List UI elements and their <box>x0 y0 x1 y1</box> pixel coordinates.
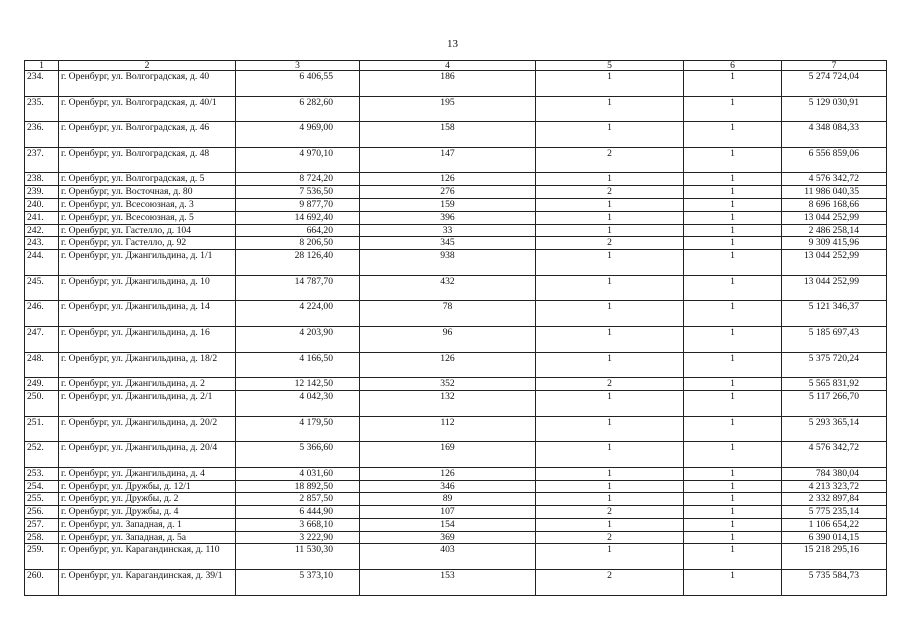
cost-cell: 2 486 258,14 <box>782 224 887 237</box>
table-row <box>25 224 887 237</box>
area-cell: 664,20 <box>236 224 360 237</box>
row-number-cell: 234. <box>25 71 59 97</box>
row-number-cell: 249. <box>25 378 59 391</box>
cost-cell: 8 696 168,66 <box>782 198 887 211</box>
row-number-cell: 236. <box>25 122 59 148</box>
area-cell: 3 222,90 <box>236 531 360 544</box>
column-header: 2 <box>59 61 236 71</box>
cost-cell: 6 390 014,15 <box>782 531 887 544</box>
cost-cell: 15 218 295,16 <box>782 544 887 570</box>
residents-cell: 126 <box>360 467 536 480</box>
cost-cell: 5 293 365,14 <box>782 416 887 442</box>
residents-cell: 112 <box>360 416 536 442</box>
column-5-cell: 1 <box>536 544 684 570</box>
residents-cell: 195 <box>360 96 536 122</box>
column-header: 5 <box>536 61 684 71</box>
residents-cell: 153 <box>360 570 536 596</box>
column-6-cell: 1 <box>684 186 782 199</box>
area-cell: 4 166,50 <box>236 352 360 378</box>
column-6-cell: 1 <box>684 390 782 416</box>
residents-cell: 169 <box>360 442 536 468</box>
column-header: 6 <box>684 61 782 71</box>
table-row <box>25 480 887 493</box>
column-5-cell: 1 <box>536 518 684 531</box>
column-6-cell: 1 <box>684 378 782 391</box>
column-5-cell: 1 <box>536 326 684 352</box>
cost-cell: 4 576 342,72 <box>782 173 887 186</box>
area-cell: 11 530,30 <box>236 544 360 570</box>
row-number-cell: 256. <box>25 506 59 519</box>
column-5-cell: 1 <box>536 480 684 493</box>
area-cell: 12 142,50 <box>236 378 360 391</box>
address-cell: г. Оренбург, ул. Джангильдина, д. 18/2 <box>59 352 236 378</box>
row-number-cell: 250. <box>25 390 59 416</box>
table-row <box>25 237 887 250</box>
cost-cell: 5 735 584,73 <box>782 570 887 596</box>
area-cell: 5 366,60 <box>236 442 360 468</box>
housing-registry-table <box>24 60 887 596</box>
column-6-cell: 1 <box>684 531 782 544</box>
area-cell: 7 536,50 <box>236 186 360 199</box>
residents-cell: 33 <box>360 224 536 237</box>
column-5-cell: 1 <box>536 493 684 506</box>
row-number-cell: 240. <box>25 198 59 211</box>
area-cell: 3 668,10 <box>236 518 360 531</box>
table-row <box>25 544 887 570</box>
residents-cell: 369 <box>360 531 536 544</box>
row-number-cell: 238. <box>25 173 59 186</box>
row-number-cell: 246. <box>25 301 59 327</box>
area-cell: 28 126,40 <box>236 250 360 276</box>
area-cell: 14 787,70 <box>236 275 360 301</box>
cost-cell: 13 044 252,99 <box>782 275 887 301</box>
column-5-cell: 2 <box>536 186 684 199</box>
area-cell: 4 042,30 <box>236 390 360 416</box>
cost-cell: 5 274 724,04 <box>782 71 887 97</box>
area-cell: 4 031,60 <box>236 467 360 480</box>
row-number-cell: 244. <box>25 250 59 276</box>
residents-cell: 147 <box>360 147 536 173</box>
row-number-cell: 247. <box>25 326 59 352</box>
table-row <box>25 250 887 276</box>
residents-cell: 432 <box>360 275 536 301</box>
address-cell: г. Оренбург, ул. Дружбы, д. 2 <box>59 493 236 506</box>
column-5-cell: 1 <box>536 442 684 468</box>
cost-cell: 9 309 415,96 <box>782 237 887 250</box>
residents-cell: 126 <box>360 173 536 186</box>
table-row <box>25 326 887 352</box>
column-6-cell: 1 <box>684 480 782 493</box>
column-6-cell: 1 <box>684 96 782 122</box>
residents-cell: 346 <box>360 480 536 493</box>
table-row <box>25 122 887 148</box>
area-cell: 4 970,10 <box>236 147 360 173</box>
column-header: 7 <box>782 61 887 71</box>
table-row <box>25 198 887 211</box>
column-6-cell: 1 <box>684 352 782 378</box>
residents-cell: 396 <box>360 211 536 224</box>
row-number-cell: 252. <box>25 442 59 468</box>
cost-cell: 6 556 859,06 <box>782 147 887 173</box>
table-row <box>25 493 887 506</box>
area-cell: 4 969,00 <box>236 122 360 148</box>
address-cell: г. Оренбург, ул. Джангильдина, д. 16 <box>59 326 236 352</box>
cost-cell: 1 106 654,22 <box>782 518 887 531</box>
row-number-cell: 254. <box>25 480 59 493</box>
cost-cell: 4 348 084,33 <box>782 122 887 148</box>
address-cell: г. Оренбург, ул. Волгоградская, д. 46 <box>59 122 236 148</box>
column-6-cell: 1 <box>684 506 782 519</box>
address-cell: г. Оренбург, ул. Дружбы, д. 12/1 <box>59 480 236 493</box>
row-number-cell: 242. <box>25 224 59 237</box>
column-6-cell: 1 <box>684 518 782 531</box>
cost-cell: 2 332 897,84 <box>782 493 887 506</box>
column-6-cell: 1 <box>684 237 782 250</box>
cost-cell: 5 121 346,37 <box>782 301 887 327</box>
address-cell: г. Оренбург, ул. Западная, д. 1 <box>59 518 236 531</box>
area-cell: 8 206,50 <box>236 237 360 250</box>
column-6-cell: 1 <box>684 275 782 301</box>
row-number-cell: 239. <box>25 186 59 199</box>
address-cell: г. Оренбург, ул. Волгоградская, д. 5 <box>59 173 236 186</box>
area-cell: 4 203,90 <box>236 326 360 352</box>
table-row <box>25 186 887 199</box>
column-5-cell: 1 <box>536 173 684 186</box>
column-6-cell: 1 <box>684 173 782 186</box>
column-6-cell: 1 <box>684 250 782 276</box>
column-5-cell: 1 <box>536 122 684 148</box>
row-number-cell: 248. <box>25 352 59 378</box>
address-cell: г. Оренбург, ул. Карагандинская, д. 39/1 <box>59 570 236 596</box>
address-cell: г. Оренбург, ул. Западная, д. 5а <box>59 531 236 544</box>
area-cell: 4 224,00 <box>236 301 360 327</box>
cost-cell: 4 213 323,72 <box>782 480 887 493</box>
column-5-cell: 2 <box>536 506 684 519</box>
area-cell: 8 724,20 <box>236 173 360 186</box>
row-number-cell: 245. <box>25 275 59 301</box>
residents-cell: 345 <box>360 237 536 250</box>
address-cell: г. Оренбург, ул. Всесоюзная, д. 3 <box>59 198 236 211</box>
address-cell: г. Оренбург, ул. Дружбы, д. 4 <box>59 506 236 519</box>
column-6-cell: 1 <box>684 416 782 442</box>
address-cell: г. Оренбург, ул. Джангильдина, д. 14 <box>59 301 236 327</box>
residents-cell: 107 <box>360 506 536 519</box>
area-cell: 2 857,50 <box>236 493 360 506</box>
column-5-cell: 1 <box>536 211 684 224</box>
address-cell: г. Оренбург, ул. Волгоградская, д. 40/1 <box>59 96 236 122</box>
row-number-cell: 259. <box>25 544 59 570</box>
residents-cell: 938 <box>360 250 536 276</box>
row-number-cell: 235. <box>25 96 59 122</box>
column-6-cell: 1 <box>684 224 782 237</box>
column-5-cell: 1 <box>536 250 684 276</box>
address-cell: г. Оренбург, ул. Карагандинская, д. 110 <box>59 544 236 570</box>
address-cell: г. Оренбург, ул. Волгоградская, д. 48 <box>59 147 236 173</box>
column-5-cell: 2 <box>536 531 684 544</box>
column-5-cell: 1 <box>536 96 684 122</box>
column-6-cell: 1 <box>684 467 782 480</box>
column-5-cell: 1 <box>536 467 684 480</box>
residents-cell: 78 <box>360 301 536 327</box>
table-row <box>25 352 887 378</box>
row-number-cell: 241. <box>25 211 59 224</box>
row-number-cell: 258. <box>25 531 59 544</box>
table-row <box>25 531 887 544</box>
column-6-cell: 1 <box>684 570 782 596</box>
area-cell: 4 179,50 <box>236 416 360 442</box>
area-cell: 5 373,10 <box>236 570 360 596</box>
cost-cell: 784 380,04 <box>782 467 887 480</box>
table-row <box>25 211 887 224</box>
cost-cell: 5 117 266,70 <box>782 390 887 416</box>
area-cell: 6 282,60 <box>236 96 360 122</box>
cost-cell: 13 044 252,99 <box>782 211 887 224</box>
address-cell: г. Оренбург, ул. Джангильдина, д. 1/1 <box>59 250 236 276</box>
column-6-cell: 1 <box>684 198 782 211</box>
row-number-cell: 251. <box>25 416 59 442</box>
column-6-cell: 1 <box>684 147 782 173</box>
table-row <box>25 275 887 301</box>
cost-cell: 5 185 697,43 <box>782 326 887 352</box>
address-cell: г. Оренбург, ул. Волгоградская, д. 40 <box>59 71 236 97</box>
residents-cell: 154 <box>360 518 536 531</box>
residents-cell: 158 <box>360 122 536 148</box>
table-row <box>25 416 887 442</box>
column-6-cell: 1 <box>684 301 782 327</box>
table-row <box>25 442 887 468</box>
address-cell: г. Оренбург, ул. Джангильдина, д. 4 <box>59 467 236 480</box>
address-cell: г. Оренбург, ул. Восточная, д. 80 <box>59 186 236 199</box>
residents-cell: 96 <box>360 326 536 352</box>
table-row <box>25 147 887 173</box>
row-number-cell: 260. <box>25 570 59 596</box>
column-6-cell: 1 <box>684 122 782 148</box>
column-6-cell: 1 <box>684 493 782 506</box>
row-number-cell: 237. <box>25 147 59 173</box>
residents-cell: 89 <box>360 493 536 506</box>
cost-cell: 4 576 342,72 <box>782 442 887 468</box>
column-header: 3 <box>236 61 360 71</box>
table-row <box>25 301 887 327</box>
table-row <box>25 570 887 596</box>
cost-cell: 13 044 252,99 <box>782 250 887 276</box>
column-5-cell: 1 <box>536 198 684 211</box>
row-number-cell: 257. <box>25 518 59 531</box>
address-cell: г. Оренбург, ул. Джангильдина, д. 2 <box>59 378 236 391</box>
area-cell: 18 892,50 <box>236 480 360 493</box>
residents-cell: 352 <box>360 378 536 391</box>
column-5-cell: 1 <box>536 352 684 378</box>
table-row <box>25 378 887 391</box>
column-5-cell: 2 <box>536 570 684 596</box>
table-row <box>25 96 887 122</box>
address-cell: г. Оренбург, ул. Всесоюзная, д. 5 <box>59 211 236 224</box>
cost-cell: 5 565 831,92 <box>782 378 887 391</box>
column-6-cell: 1 <box>684 211 782 224</box>
address-cell: г. Оренбург, ул. Джангильдина, д. 10 <box>59 275 236 301</box>
residents-cell: 132 <box>360 390 536 416</box>
row-number-cell: 255. <box>25 493 59 506</box>
area-cell: 6 406,55 <box>236 71 360 97</box>
table-row <box>25 506 887 519</box>
table-row <box>25 173 887 186</box>
table-row <box>25 467 887 480</box>
column-5-cell: 1 <box>536 416 684 442</box>
address-cell: г. Оренбург, ул. Джангильдина, д. 20/2 <box>59 416 236 442</box>
column-5-cell: 2 <box>536 378 684 391</box>
row-number-cell: 253. <box>25 467 59 480</box>
area-cell: 14 692,40 <box>236 211 360 224</box>
address-cell: г. Оренбург, ул. Гастелло, д. 104 <box>59 224 236 237</box>
cost-cell: 5 375 720,24 <box>782 352 887 378</box>
residents-cell: 159 <box>360 198 536 211</box>
table-row <box>25 390 887 416</box>
address-cell: г. Оренбург, ул. Джангильдина, д. 20/4 <box>59 442 236 468</box>
column-5-cell: 1 <box>536 224 684 237</box>
column-number-header-row <box>25 61 887 71</box>
residents-cell: 186 <box>360 71 536 97</box>
page-number: 13 <box>447 38 458 50</box>
table-row <box>25 518 887 531</box>
column-5-cell: 1 <box>536 71 684 97</box>
residents-cell: 126 <box>360 352 536 378</box>
address-cell: г. Оренбург, ул. Гастелло, д. 92 <box>59 237 236 250</box>
column-5-cell: 2 <box>536 237 684 250</box>
column-header: 1 <box>25 61 59 71</box>
table-row <box>25 71 887 97</box>
column-6-cell: 1 <box>684 544 782 570</box>
row-number-cell: 243. <box>25 237 59 250</box>
address-cell: г. Оренбург, ул. Джангильдина, д. 2/1 <box>59 390 236 416</box>
column-5-cell: 1 <box>536 301 684 327</box>
column-5-cell: 1 <box>536 275 684 301</box>
column-5-cell: 1 <box>536 390 684 416</box>
cost-cell: 5 129 030,91 <box>782 96 887 122</box>
cost-cell: 5 775 235,14 <box>782 506 887 519</box>
area-cell: 9 877,70 <box>236 198 360 211</box>
column-6-cell: 1 <box>684 442 782 468</box>
cost-cell: 11 986 040,35 <box>782 186 887 199</box>
area-cell: 6 444,90 <box>236 506 360 519</box>
column-header: 4 <box>360 61 536 71</box>
column-5-cell: 2 <box>536 147 684 173</box>
residents-cell: 276 <box>360 186 536 199</box>
column-6-cell: 1 <box>684 326 782 352</box>
residents-cell: 403 <box>360 544 536 570</box>
column-6-cell: 1 <box>684 71 782 97</box>
